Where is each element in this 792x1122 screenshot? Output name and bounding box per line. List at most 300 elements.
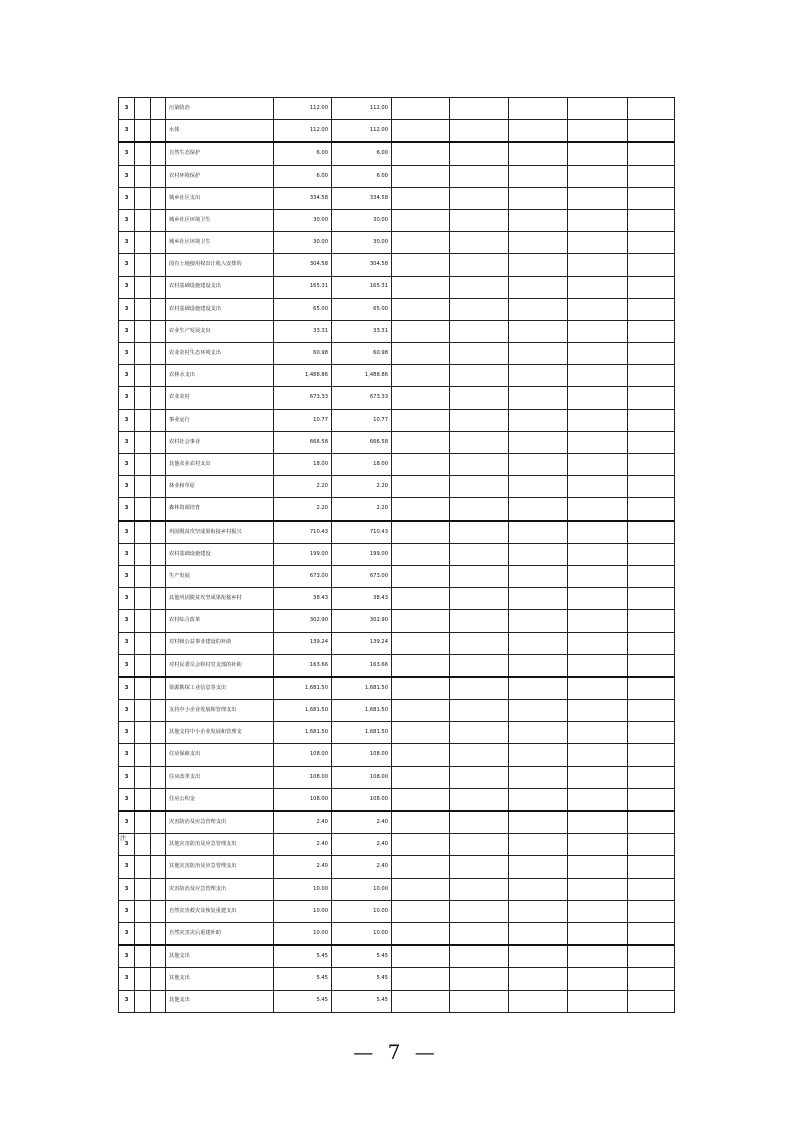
empty-cell [450,343,509,365]
blank-cell [151,232,166,254]
blank-cell [135,187,151,209]
table-row [119,811,675,834]
empty-cell [450,722,509,744]
table-row [119,431,675,453]
amount-cell: 2.40 [332,856,392,878]
empty-cell [450,968,509,990]
total-cell: 5.45 [274,945,332,968]
empty-cell [628,276,675,298]
empty-cell [568,722,628,744]
empty-cell [568,298,628,320]
level-cell: 3 [119,744,135,766]
empty-cell [509,788,568,811]
item-name-cell: 城乡社区环境卫生 [166,209,274,231]
empty-cell [509,298,568,320]
empty-cell [628,298,675,320]
table-row [119,610,675,632]
amount-cell: 5.45 [332,945,392,968]
item-name-cell: 农业农村 [166,387,274,409]
empty-cell [509,744,568,766]
empty-cell [628,677,675,700]
total-cell: 60.98 [274,343,332,365]
total-cell: 5.45 [274,968,332,990]
empty-cell [628,700,675,722]
amount-cell: 10.00 [332,900,392,922]
empty-cell [509,632,568,654]
empty-cell [628,744,675,766]
item-name-cell: 自然生态保护 [166,142,274,165]
empty-cell [568,498,628,521]
level-cell: 3 [119,120,135,143]
empty-cell [509,766,568,788]
empty-cell [450,476,509,498]
empty-cell [450,677,509,700]
level-cell: 3 [119,722,135,744]
empty-cell [392,632,450,654]
empty-cell [450,632,509,654]
empty-cell [392,120,450,143]
amount-cell: 108.00 [332,744,392,766]
amount-cell: 10.00 [332,878,392,900]
blank-cell [135,722,151,744]
level-cell: 3 [119,232,135,254]
empty-cell [628,588,675,610]
empty-cell [628,922,675,945]
empty-cell [628,387,675,409]
level-cell: 3 [119,632,135,654]
empty-cell [392,254,450,276]
empty-cell [628,632,675,654]
empty-cell [392,677,450,700]
empty-cell [450,365,509,387]
empty-cell [450,387,509,409]
empty-cell [392,209,450,231]
item-name-cell: 巩固脱贫攻坚成果衔接乡村振兴 [166,521,274,544]
empty-cell [392,588,450,610]
level-cell: 3 [119,654,135,677]
blank-cell [151,968,166,990]
table-row [119,766,675,788]
blank-cell [151,677,166,700]
table-row [119,968,675,990]
item-name-cell: 农业农村生态环境支出 [166,343,274,365]
empty-cell [450,298,509,320]
total-cell: 163.66 [274,654,332,677]
empty-cell [392,142,450,165]
table-row [119,744,675,766]
blank-cell [151,98,166,120]
item-name-cell: 灾害防治及应急管理支出 [166,878,274,900]
empty-cell [509,165,568,187]
empty-cell [509,187,568,209]
table-row [119,232,675,254]
item-name-cell: 农村基础设施建设支出 [166,276,274,298]
empty-cell [509,232,568,254]
item-name-cell: 农林水支出 [166,365,274,387]
empty-cell [568,700,628,722]
empty-cell [628,343,675,365]
blank-cell [151,431,166,453]
total-cell: 30.00 [274,209,332,231]
empty-cell [450,856,509,878]
empty-cell [568,610,628,632]
empty-cell [568,320,628,342]
empty-cell [392,811,450,834]
item-name-cell: 其他巩固脱贫攻坚成果衔接乡村 [166,588,274,610]
empty-cell [568,990,628,1012]
blank-cell [151,387,166,409]
amount-cell: 165.31 [332,276,392,298]
amount-cell: 1,681.50 [332,677,392,700]
blank-cell [151,254,166,276]
total-cell: 199.00 [274,543,332,565]
blank-cell [135,834,151,856]
empty-cell [450,320,509,342]
item-name-cell: 其他农业农村支出 [166,454,274,476]
empty-cell [568,632,628,654]
table-row [119,165,675,187]
item-name-cell: 农村社会事业 [166,431,274,453]
empty-cell [450,254,509,276]
empty-cell [450,165,509,187]
level-cell: 3 [119,766,135,788]
empty-cell [568,187,628,209]
item-name-cell: 资源勘探工业信息等支出 [166,677,274,700]
level-cell: 3 [119,142,135,165]
blank-cell [151,498,166,521]
total-cell: 1,681.50 [274,700,332,722]
item-name-cell: 其他支持中小企业发展和管理支 [166,722,274,744]
empty-cell [628,209,675,231]
item-name-cell: 国有土地使用权出让收入安排的 [166,254,274,276]
table-row [119,454,675,476]
blank-cell [135,232,151,254]
item-name-cell: 农村综合改革 [166,610,274,632]
empty-cell [628,856,675,878]
empty-cell [628,811,675,834]
amount-cell: 334.58 [332,187,392,209]
empty-cell [568,254,628,276]
item-name-cell: 污染防治 [166,98,274,120]
empty-cell [450,811,509,834]
blank-cell [151,945,166,968]
amount-cell: 108.00 [332,766,392,788]
amount-cell: 60.98 [332,343,392,365]
table-row [119,654,675,677]
empty-cell [509,900,568,922]
footnote: 注 [120,835,127,842]
blank-cell [135,788,151,811]
empty-cell [392,543,450,565]
empty-cell [392,498,450,521]
empty-cell [509,922,568,945]
empty-cell [450,990,509,1012]
empty-cell [568,811,628,834]
empty-cell [628,409,675,431]
level-cell: 3 [119,365,135,387]
amount-cell: 2.40 [332,834,392,856]
empty-cell [628,722,675,744]
amount-cell: 6.00 [332,165,392,187]
empty-cell [568,834,628,856]
empty-cell [628,187,675,209]
empty-cell [509,588,568,610]
total-cell: 1,488.86 [274,365,332,387]
item-name-cell: 农业生产发展支出 [166,320,274,342]
total-cell: 18.00 [274,454,332,476]
blank-cell [151,744,166,766]
table-row [119,276,675,298]
blank-cell [135,431,151,453]
blank-cell [135,476,151,498]
table-row [119,498,675,521]
blank-cell [135,565,151,587]
total-cell: 2.20 [274,476,332,498]
total-cell: 304.58 [274,254,332,276]
empty-cell [628,98,675,120]
table-row [119,922,675,945]
total-cell: 2.40 [274,856,332,878]
amount-cell: 139.24 [332,632,392,654]
empty-cell [450,654,509,677]
blank-cell [151,632,166,654]
table-row [119,834,675,856]
amount-cell: 65.00 [332,298,392,320]
empty-cell [568,878,628,900]
empty-cell [509,543,568,565]
blank-cell [151,990,166,1012]
empty-cell [509,276,568,298]
table-row [119,878,675,900]
total-cell: 30.00 [274,232,332,254]
budget-table [118,97,675,1013]
amount-cell: 18.00 [332,454,392,476]
level-cell: 3 [119,254,135,276]
empty-cell [568,98,628,120]
amount-cell: 108.00 [332,788,392,811]
blank-cell [151,588,166,610]
blank-cell [135,254,151,276]
level-cell: 3 [119,990,135,1012]
empty-cell [392,700,450,722]
empty-cell [392,232,450,254]
empty-cell [509,343,568,365]
empty-cell [628,834,675,856]
empty-cell [568,788,628,811]
empty-cell [392,900,450,922]
empty-cell [392,722,450,744]
table-row [119,900,675,922]
level-cell: 3 [119,320,135,342]
total-cell: 6.00 [274,142,332,165]
level-cell: 3 [119,476,135,498]
total-cell: 666.58 [274,431,332,453]
blank-cell [135,677,151,700]
item-name-cell: 农村环境保护 [166,165,274,187]
empty-cell [450,431,509,453]
blank-cell [135,654,151,677]
blank-cell [135,744,151,766]
table-row [119,142,675,165]
empty-cell [568,521,628,544]
empty-cell [568,922,628,945]
empty-cell [450,409,509,431]
empty-cell [568,276,628,298]
blank-cell [151,922,166,945]
empty-cell [392,365,450,387]
blank-cell [151,343,166,365]
empty-cell [450,120,509,143]
blank-cell [135,165,151,187]
level-cell: 3 [119,700,135,722]
empty-cell [568,766,628,788]
table-row [119,990,675,1012]
total-cell: 108.00 [274,788,332,811]
blank-cell [135,990,151,1012]
empty-cell [628,498,675,521]
empty-cell [568,476,628,498]
table-row [119,254,675,276]
table-row [119,320,675,342]
empty-cell [392,98,450,120]
blank-cell [151,187,166,209]
empty-cell [628,165,675,187]
level-cell: 3 [119,98,135,120]
item-name-cell: 其他灾害防治及应急管理支出 [166,834,274,856]
blank-cell [151,610,166,632]
blank-cell [135,700,151,722]
empty-cell [509,811,568,834]
empty-cell [628,968,675,990]
amount-cell: 112.00 [332,98,392,120]
total-cell: 5.45 [274,990,332,1012]
empty-cell [568,900,628,922]
empty-cell [392,343,450,365]
empty-cell [509,700,568,722]
blank-cell [135,521,151,544]
level-cell: 3 [119,543,135,565]
empty-cell [392,565,450,587]
empty-cell [392,744,450,766]
empty-cell [450,142,509,165]
level-cell: 3 [119,878,135,900]
empty-cell [450,878,509,900]
table-row [119,700,675,722]
blank-cell [135,588,151,610]
blank-cell [151,878,166,900]
item-name-cell: 其他支出 [166,990,274,1012]
amount-cell: 302.90 [332,610,392,632]
empty-cell [392,320,450,342]
empty-cell [628,990,675,1012]
empty-cell [568,968,628,990]
table-row [119,476,675,498]
empty-cell [450,766,509,788]
empty-cell [509,120,568,143]
empty-cell [509,320,568,342]
empty-cell [509,677,568,700]
empty-cell [509,476,568,498]
blank-cell [151,700,166,722]
level-cell: 3 [119,945,135,968]
blank-cell [151,722,166,744]
blank-cell [135,409,151,431]
empty-cell [628,878,675,900]
level-cell: 3 [119,276,135,298]
empty-cell [628,900,675,922]
empty-cell [568,431,628,453]
blank-cell [135,209,151,231]
table-row [119,209,675,231]
empty-cell [509,498,568,521]
blank-cell [135,454,151,476]
blank-cell [135,142,151,165]
empty-cell [392,187,450,209]
empty-cell [392,945,450,968]
empty-cell [392,165,450,187]
empty-cell [628,431,675,453]
total-cell: 334.58 [274,187,332,209]
blank-cell [151,298,166,320]
level-cell: 3 [119,856,135,878]
amount-cell: 30.00 [332,232,392,254]
table-row [119,409,675,431]
empty-cell [568,543,628,565]
amount-cell: 673.00 [332,565,392,587]
empty-cell [450,788,509,811]
empty-cell [450,454,509,476]
empty-cell [628,476,675,498]
level-cell: 3 [119,298,135,320]
total-cell: 10.00 [274,900,332,922]
empty-cell [628,142,675,165]
blank-cell [135,498,151,521]
empty-cell [568,365,628,387]
empty-cell [392,968,450,990]
empty-cell [509,365,568,387]
blank-cell [135,922,151,945]
item-name-cell: 自然灾害灾后重建补助 [166,922,274,945]
blank-cell [151,788,166,811]
blank-cell [135,387,151,409]
table-row [119,298,675,320]
amount-cell: 1,681.50 [332,722,392,744]
total-cell: 673.33 [274,387,332,409]
table-row [119,343,675,365]
empty-cell [450,922,509,945]
amount-cell: 30.00 [332,209,392,231]
empty-cell [509,834,568,856]
empty-cell [392,990,450,1012]
amount-cell: 5.45 [332,968,392,990]
blank-cell [151,409,166,431]
empty-cell [450,187,509,209]
empty-cell [568,120,628,143]
empty-cell [392,766,450,788]
blank-cell [151,209,166,231]
blank-cell [151,900,166,922]
empty-cell [509,98,568,120]
empty-cell [628,788,675,811]
empty-cell [392,654,450,677]
table-row [119,722,675,744]
empty-cell [392,521,450,544]
blank-cell [135,610,151,632]
amount-cell: 666.58 [332,431,392,453]
blank-cell [151,654,166,677]
item-name-cell: 对村民委员会和村党支部的补助 [166,654,274,677]
item-name-cell: 农村基础设施建设 [166,543,274,565]
